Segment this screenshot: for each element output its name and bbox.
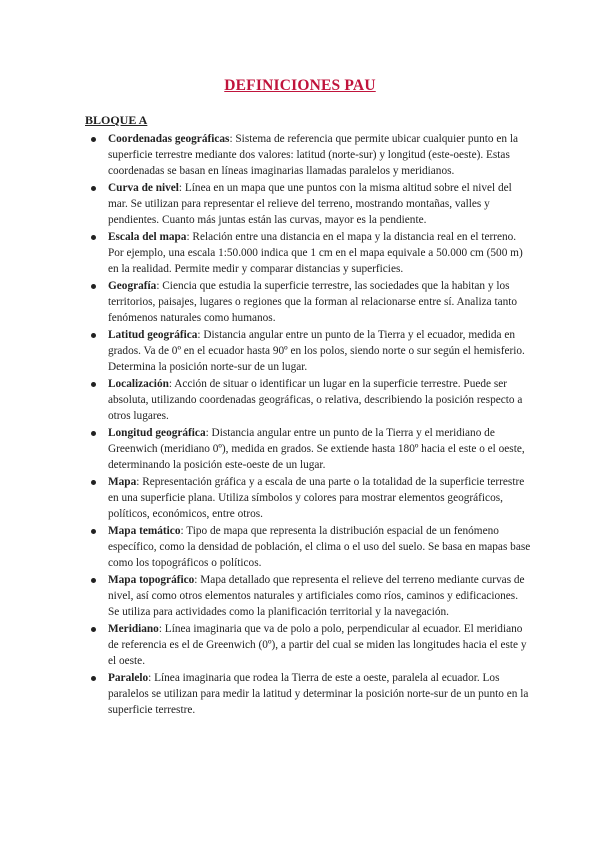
definition-term: Coordenadas geográficas [108, 133, 230, 145]
definition-text: : Sistema de referencia que permite ubicar cualquier punto en la superficie terrestre mediante dos valores: latitud (norte-sur) y longitud (este-oeste). Estas coordenadas se basan en líneas imaginarias llamadas paralelos y meridianos. [108, 133, 519, 177]
definition-item [108, 425, 532, 473]
definition-term: Longitud geográfica [108, 427, 206, 439]
section-heading: BLOQUE A [85, 113, 148, 127]
bullet-icon [91, 137, 96, 142]
definition-term: Curva de nivel [108, 182, 179, 194]
definition-term: Meridiano [108, 623, 159, 635]
definition-text: : Distancia angular entre un punto de la Tierra y el ecuador, medida en grados. Va de 0º en el ecuador hasta 90º en los polos, siendo norte o sur según el hemisferio. Determina la posición norte-sur de un lugar. [108, 329, 525, 373]
definition-term: Mapa [108, 476, 137, 488]
definition-term: Escala del mapa [108, 231, 187, 243]
definition-text: : Línea imaginaria que rodea la Tierra de este a oeste, paralela al ecuador. Los paralelos se utilizan para medir la latitud y determinar la posición norte-sur de un punto en la superficie terrestre. [108, 672, 529, 716]
definition-term: Localización [108, 378, 169, 390]
bullet-icon [91, 480, 96, 485]
definition-item [108, 572, 532, 620]
definition-text: : Relación entre una distancia en el mapa y la distancia real en el terreno. Por ejemplo, una escala 1:50.000 indica que 1 cm en el mapa equivale a 50.000 cm (500 m) en la realidad. Permite medir y comparar distancias y superficies. [108, 231, 523, 275]
definition-text: : Línea imaginaria que va de polo a polo, perpendicular al ecuador. El meridiano de referencia es el de Greenwich (0º), a partir del cual se miden las longitudes hacia el este y el oeste. [108, 623, 527, 667]
definition-item [108, 278, 532, 326]
definition-item [108, 327, 532, 375]
bullet-icon [91, 333, 96, 338]
bullet-icon [91, 676, 96, 681]
bullet-icon [91, 529, 96, 534]
definition-text: : Tipo de mapa que representa la distribución espacial de un fenómeno específico, como la densidad de población, el clima o el uso del suelo. Se basa en mapas base como los topográficos o políticos. [108, 525, 531, 569]
bullet-icon [91, 627, 96, 632]
definition-term: Mapa temático [108, 525, 181, 537]
bullet-icon [91, 431, 96, 436]
bullet-icon [91, 284, 96, 289]
bullet-icon [91, 578, 96, 583]
definition-text: : Línea en un mapa que une puntos con la misma altitud sobre el nivel del mar. Se utilizan para representar el relieve del terreno, mostrando montañas, valles y pendientes. Cuanto más juntas están las curvas, mayor es la pendiente. [108, 182, 512, 226]
definition-item [108, 670, 532, 718]
definition-text: : Distancia angular entre un punto de la Tierra y el meridiano de Greenwich (meridiano 0º), medida en grados. Se extiende hasta 180º hacia el este o el oeste, determinando la posición este-oeste de un lugar. [108, 427, 525, 471]
page-title: DEFINICIONES PAU [224, 77, 376, 94]
definition-item [108, 229, 532, 277]
definition-text: : Representación gráfica y a escala de una parte o la totalidad de la superficie terrestre en una superficie plana. Utiliza símbolos y colores para mostrar elementos geográficos, políticos, económicos, entre otros. [108, 476, 525, 520]
definition-item [108, 131, 532, 179]
definition-text: : Ciencia que estudia la superficie terrestre, las sociedades que la habitan y los territorios, paisajes, lugares o regiones que la forman al relacionarse entre sí. Analiza tanto fenómenos naturales como humanos. [108, 280, 518, 324]
definition-term: Paralelo [108, 672, 149, 684]
bullet-icon [91, 382, 96, 387]
definition-item [108, 621, 532, 669]
definitions-list [108, 131, 532, 719]
definition-item [108, 180, 532, 228]
bullet-icon [91, 186, 96, 191]
definition-item [108, 474, 532, 522]
definition-text: : Acción de situar o identificar un lugar en la superficie terrestre. Puede ser absoluta, utilizando coordenadas geográficas, o relativa, describiendo la posición respecto a otros lugares. [108, 378, 523, 422]
definition-term: Geografía [108, 280, 157, 292]
bullet-icon [91, 235, 96, 240]
definition-text: : Mapa detallado que representa el relieve del terreno mediante curvas de nivel, así como otros elementos naturales y artificiales como ríos, caminos y edificaciones. Se utiliza para actividades como la planificación territorial y la navegación. [108, 574, 525, 618]
definition-term: Latitud geográfica [108, 329, 198, 341]
definition-item [108, 523, 532, 571]
definition-term: Mapa topográfico [108, 574, 195, 586]
definition-item [108, 376, 532, 424]
